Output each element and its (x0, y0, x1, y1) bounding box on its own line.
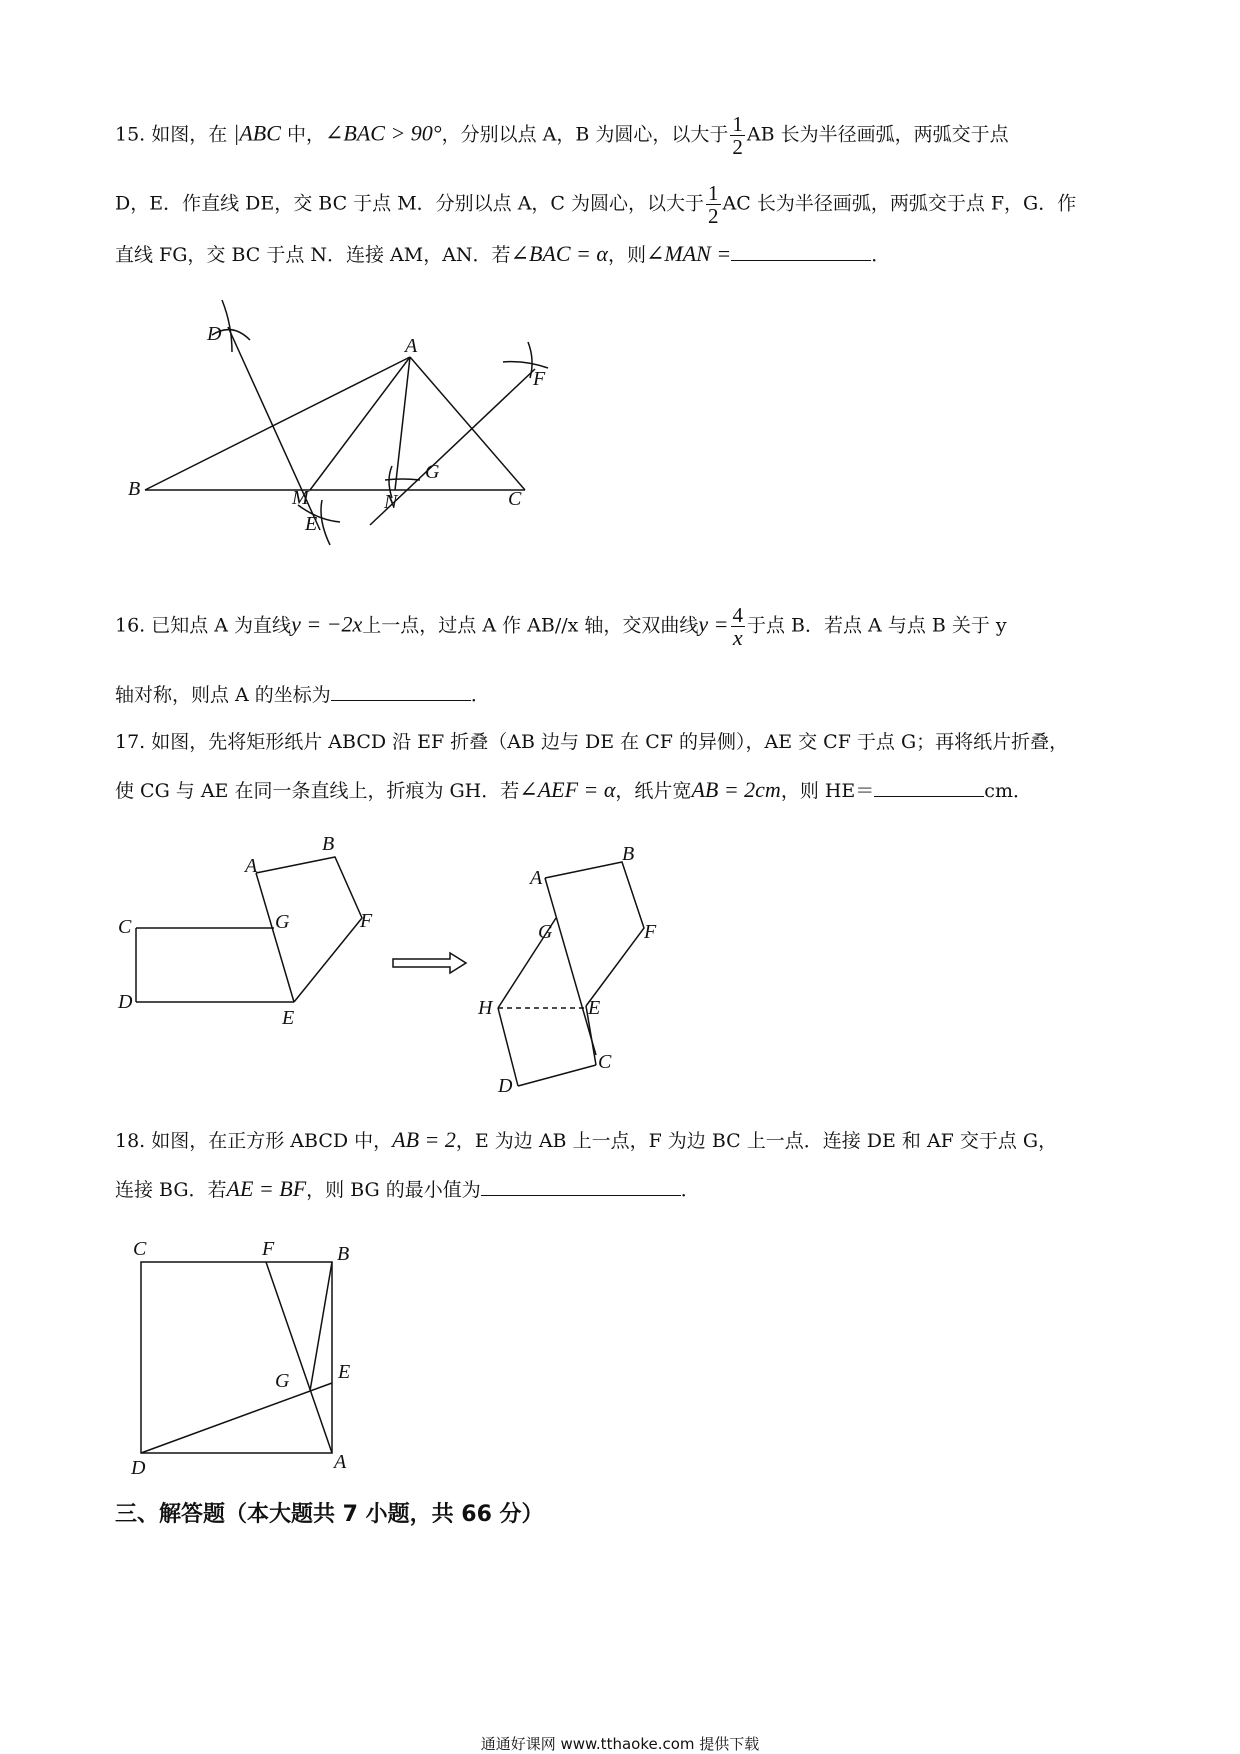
q17-line-1: 17. 如图，先将矩形纸片 ABCD 沿 EF 折叠（AB 边与 DE 在 CF 的异侧），AE 交 CF 于点 G；再将纸片折叠， (115, 731, 1069, 753)
label-G: G (275, 1370, 290, 1392)
label-E: E (305, 513, 318, 535)
fraction-one-half: $\frac{1}{2}$ (708, 181, 719, 228)
label-A: A (245, 855, 258, 877)
q15-line-1: 15. 如图，在 |ABC 中，∠BAC > 90°，分别以点 A，B 为圆心，以大于 $\frac{1}{2}$ AB 长为半径画弧，两弧交于点 (115, 112, 1009, 159)
square-ABCD (141, 1262, 332, 1453)
label-A: A (405, 335, 418, 357)
label-B: B (622, 843, 635, 865)
label-G: G (538, 921, 553, 943)
q17-line-2: 使 CG 与 AE 在同一条直线上，折痕为 GH．若∠AEF = α，纸片宽AB = 2cm，则 HE＝ cm． (115, 777, 1032, 802)
fraction-one-half: $\frac{1}{2}$ (732, 112, 743, 159)
label-E: E (588, 997, 601, 1019)
label-E: E (282, 1007, 295, 1029)
label-C: C (118, 916, 132, 938)
label-C: C (598, 1051, 612, 1073)
label-B: B (128, 478, 141, 500)
q15-line-3: 直线 FG，交 BC 于点 N．连接 AM，AN．若∠BAC = α，则∠MAN = ． (115, 241, 891, 266)
label-F: F (533, 368, 546, 390)
label-D: D (118, 991, 133, 1013)
label-D: D (207, 323, 222, 345)
label-D: D (498, 1075, 513, 1097)
label-B: B (322, 833, 335, 855)
label-N: N (384, 491, 398, 513)
label-H: H (478, 997, 493, 1019)
label-C: C (133, 1238, 147, 1260)
q16-line-2: 轴对称，则点 A 的坐标为 ． (115, 680, 490, 707)
label-B: B (337, 1243, 350, 1265)
q18-line-1: 18. 如图，在正方形 ABCD 中，AB = 2，E 为边 AB 上一点，F 为边 BC 上一点．连接 DE 和 AF 交于点 G， (115, 1127, 1058, 1152)
label-C: C (508, 488, 522, 510)
label-A: A (334, 1451, 347, 1473)
page-footer: 通通好课网 www.tthaoke.com 提供下载 (480, 1735, 760, 1753)
q15-line-2: D，E．作直线 DE，交 BC 于点 M．分别以点 A，C 为圆心，以大于 $\frac{1}{2}$ AC 长为半径画弧，两弧交于点 F，G．作 (115, 181, 1077, 228)
section-heading: 三、解答题（本大题共 7 小题，共 66 分） (115, 1502, 544, 1527)
label-G: G (425, 461, 440, 483)
label-D: D (131, 1457, 146, 1479)
label-F: F (644, 921, 657, 943)
label-F: F (262, 1238, 275, 1260)
label-E: E (338, 1361, 351, 1383)
label-A: A (530, 867, 543, 889)
q18-line-2: 连接 BG．若AE = BF，则 BG 的最小值为 ． (115, 1176, 700, 1201)
segment-DE (141, 1383, 332, 1453)
segment-BG (310, 1262, 332, 1391)
label-M: M (292, 487, 309, 509)
fraction-four-over-x: $\frac{4}{x}$ (732, 603, 744, 650)
segment-AF (266, 1262, 332, 1453)
q16-line-1: 16. 已知点 A 为直线y = −2x上一点，过点 A 作 AB//x 轴，交双曲线y = $\frac{4}{x}$ 于点 B．若点 A 与点 B 关于 y (115, 603, 1007, 650)
label-G: G (275, 911, 290, 933)
label-F: F (360, 910, 373, 932)
